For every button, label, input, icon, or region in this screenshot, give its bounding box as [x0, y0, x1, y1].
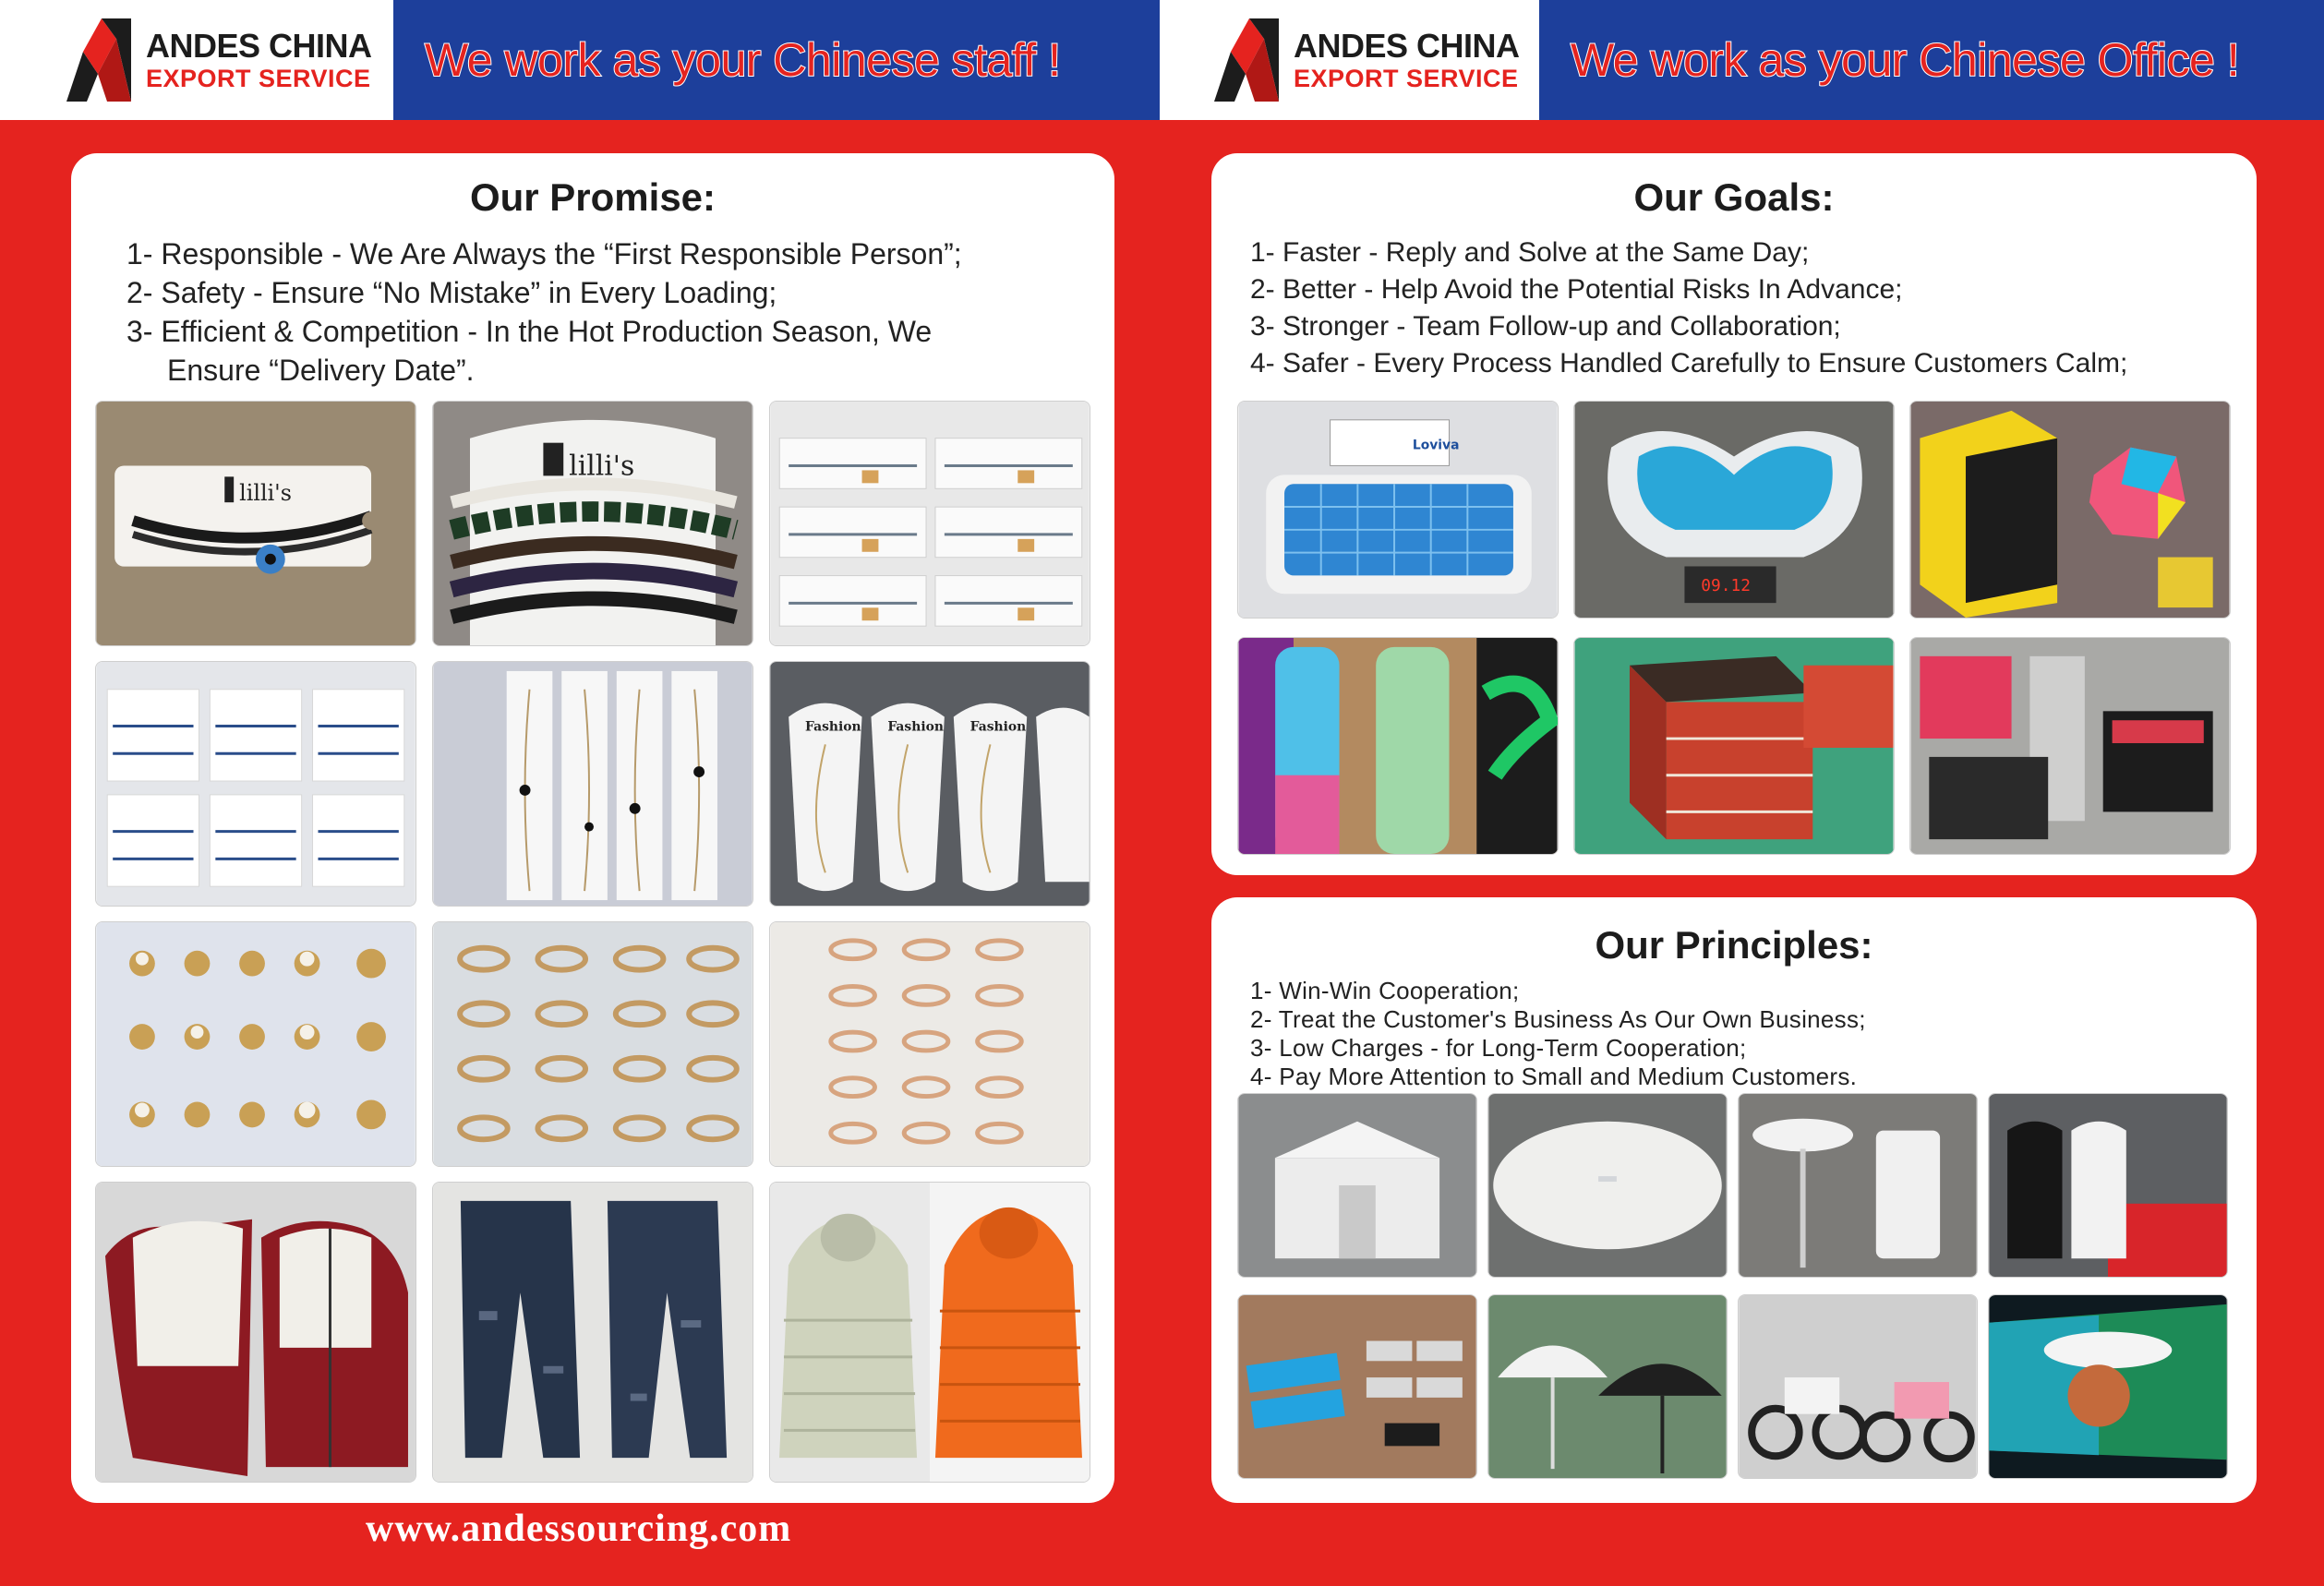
list-item: 4- Pay More Attention to Small and Medium Customers.: [1250, 1063, 1858, 1090]
gel-pillow-photo: [1237, 401, 1559, 619]
promise-list: [71, 220, 1114, 390]
principles-list: [1211, 967, 2257, 1091]
list-item: 2- Better - Help Avoid the Potential Risks In Advance;: [1250, 274, 1903, 305]
scale-reading: 09.12: [1701, 576, 1751, 596]
e-bike-photo: [1738, 1294, 1978, 1479]
goals-panel: [1211, 153, 2257, 875]
folding-table-photo: [1738, 1093, 1978, 1278]
evil-eye-bracelet-photo: [95, 661, 416, 907]
puzzle-cube-photo: [1909, 401, 2231, 619]
name-badge-photo: [1237, 1294, 1477, 1479]
andes-logo-icon: [66, 18, 131, 102]
brand-label: Loviva: [1412, 438, 1460, 453]
tagline: We work as your Chinese staff !: [425, 34, 1061, 86]
right-header: [1160, 0, 2324, 120]
anklet-photo: [432, 661, 753, 907]
logo-name: ANDES CHINA: [1294, 26, 1520, 65]
jacket-photo: [95, 1182, 416, 1483]
list-item: 1- Faster - Reply and Solve at the Same Day;: [1250, 237, 1810, 268]
goals-list: [1211, 220, 2257, 382]
goals-photo-grid: [1237, 401, 2231, 855]
list-item: 1- Win-Win Cooperation;: [1250, 977, 1520, 1004]
list-item: 3- Stronger - Team Follow-up and Collaboration;: [1250, 311, 1841, 342]
thread-bracelet-photo: [769, 401, 1090, 646]
down-jacket-photo: [769, 1182, 1090, 1483]
gel-cushion-photo: [1573, 401, 1895, 619]
pearl-ring-photo: [95, 921, 416, 1167]
logo-name: ANDES CHINA: [146, 26, 372, 65]
tv-mount-photo: [1909, 637, 2231, 855]
led-screen-photo: [1988, 1294, 2228, 1479]
promise-photo-grid: [95, 401, 1090, 1483]
umbrella-photo: [1487, 1294, 1728, 1479]
principles-photo-grid: [1237, 1093, 2228, 1479]
gold-ring-photo: [432, 921, 753, 1167]
fashion-anklet-photo: [769, 661, 1090, 907]
list-item: 3- Low Charges - for Long-Term Cooperation;: [1250, 1034, 1747, 1062]
brand-label: Fashion: [805, 719, 861, 735]
brand-label: Fashion: [887, 719, 944, 735]
logo-subtitle: EXPORT SERVICE: [1294, 64, 1519, 92]
list-item: 2- Safety - Ensure “No Mistake” in Every Loading;: [126, 276, 777, 309]
logo-subtitle: EXPORT SERVICE: [146, 64, 371, 92]
chair-cover-photo: [1988, 1093, 2228, 1278]
goals-title: Our Goals:: [1633, 175, 1835, 219]
promise-panel: [71, 153, 1114, 1503]
brand-label: lilli's: [569, 450, 635, 483]
brand-label: lilli's: [239, 480, 292, 507]
logo: [0, 0, 393, 120]
round-table-photo: [1487, 1093, 1728, 1278]
principles-title: Our Principles:: [1595, 923, 1873, 967]
list-item: 2- Treat the Customer's Business As Our Own Business;: [1250, 1005, 1866, 1033]
tent-photo: [1237, 1093, 1477, 1278]
andes-logo-icon: [1214, 18, 1279, 102]
left-header: [0, 0, 1160, 120]
list-item: Ensure “Delivery Date”.: [167, 354, 475, 387]
brand-label: Fashion: [969, 719, 1027, 735]
logo: [1162, 0, 1539, 120]
storage-box-photo: [1573, 637, 1895, 855]
website-url[interactable]: www.andessourcing.com: [366, 1508, 792, 1550]
bracelet-photo: [95, 401, 416, 646]
tagline: We work as your Chinese Office !: [1571, 34, 2240, 86]
list-item: 1- Responsible - We Are Always the “First Responsible Person”;: [126, 237, 962, 270]
principles-panel: [1211, 897, 2257, 1503]
jeans-photo: [432, 1182, 753, 1483]
list-item: 4- Safer - Every Process Handled Carefully to Ensure Customers Calm;: [1250, 348, 2128, 378]
rose-gold-ring-photo: [769, 921, 1090, 1167]
yoga-mat-photo: [1237, 637, 1559, 855]
leather-bracelet-photo: [432, 401, 753, 646]
promise-title: Our Promise:: [469, 175, 716, 219]
list-item: 3- Efficient & Competition - In the Hot Production Season, We: [126, 315, 933, 348]
